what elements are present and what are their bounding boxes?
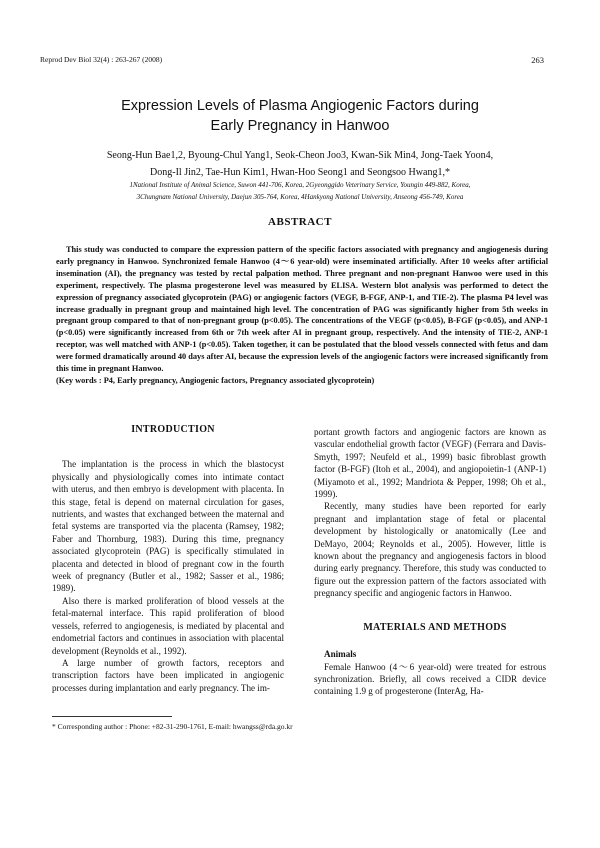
methods-paragraph-1: Female Hanwoo (4～6 year-old) were treated for estrous synchronization. Briefly, all cows received a CIDR device containing 1.9 g of progesterone (InterAg, Ha- xyxy=(314,661,546,697)
page-number: 263 xyxy=(531,55,544,65)
abstract-heading: ABSTRACT xyxy=(268,216,332,228)
animals-subheading: Animals xyxy=(324,649,357,660)
intro-paragraph-4: portant growth factors and angiogenic factors are known as vascular endothelial growth factor (VEGF) (Ferrara and Davis-Smyth, 1997; Neufeld et al., 1999) basic fibroblast growth factor (B-FGF) (Itoh et al., 2004), and angiopoietin-1 (ANP-1) (Miyamoto et al., 1992; Mandriota & Pepper, 1998; Oh et al., 1999). xyxy=(314,427,546,500)
author-list xyxy=(60,147,540,181)
right-column xyxy=(314,426,546,698)
authors-line-2: Dong-Il Jin2, Tae-Hun Kim1, Hwan-Hoo Seong1 and Seongsoo Hwang1,* xyxy=(150,167,450,178)
abstract-section xyxy=(56,244,548,387)
keywords: (Key words : P4, Early pregnancy, Angiogenic factors, Pregnancy associated glycoprotein) xyxy=(56,375,375,385)
title-line-1: Expression Levels of Plasma Angiogenic Factors during xyxy=(121,98,479,114)
intro-paragraph-1: The implantation is the process in which the blastocyst physically and physiologically comes into intimate contact with uterus, and then embryo is development with placenta. In this stage, fetal is depend on maternal circulation for gases, nutrients, and wastes that exchanged between the maternal and fetal systems are transported via the placenta (Ramsey, 1982; Faber and Thornburg, 1983). During this time, pregnancy associated glycoprotein (PAG) is specifically stimulated in placenta and detected in blood of pregnant cow in the fourth week of pregnancy (Butler et al., 1982; Sasser et al., 1986; 1989). xyxy=(52,459,284,594)
authors-line-1: Seong-Hun Bae1,2, Byoung-Chul Yang1, Seok-Cheon Joo3, Kwan-Sik Min4, Jong-Taek Yoon4, xyxy=(106,150,494,161)
left-column xyxy=(52,424,284,694)
title-line-2: Early Pregnancy in Hanwoo xyxy=(210,118,390,134)
affiliation-line-2: 3Chungnam National University, Daejun 305-764, Korea, 4Hankyong National University, Anseong 456-749, Korea xyxy=(136,192,464,201)
intro-paragraph-3: A large number of growth factors, receptors and transcription factors have been implicated in angiogenic processes during implantation and early pregnancy. The im- xyxy=(52,657,284,693)
methods-heading: MATERIALS AND METHODS xyxy=(363,621,507,633)
intro-paragraph-2: Also there is marked proliferation of blood vessels at the fetal-maternal interface. This rapid proliferation of blood vessels, referred to angiogenesis, is mediated by placental and endometrial factors and continues in association with placental development (Reynolds et al., 1992). xyxy=(52,595,284,656)
journal-citation: Reprod Dev Biol 32(4) : 263-267 (2008) xyxy=(40,55,163,64)
abstract-text: This study was conducted to compare the expression pattern of the specific factors associated with pregnancy and angiogenesis during early pregnancy in Hanwoo. Synchronized female Hanwoo (4～6 year-old) were inseminated artificially. After 10 weeks after artificial insemination (AI), the pregnancy was tested by rectal palpation method. Three pregnant and non-pregnant Hanwoo were used in this experiment, respectively. The plasma progesterone level was measured by ELISA. Western blot analysis was performed to detect the expression of pregnancy associated glycoprotein (PAG) or angiogenic factors (VEGF, B-FGF, ANP-1, and TIE-2). The plasma P4 level was increase gradually in pregnant group and maintained high level. The concentration of PAG was significantly higher from 5th weeks in pregnant group compared to that of non-pregnant group (p<0.05). The concentrations of the VEGF (p<0.05), B-FGF (p<0.05), and ANP-1 (p<0.05) were significantly increased from 6th or 7th week after AI in pregnant group, respectively. And the intensity of TIE-2, ANP-1 receptor, was well matched with ANP-1 (p<0.05). Taken together, it can be postulated that the blood vessels connected with fetus and dam were formed dramatically around 40 days after AI, because the expression levels of the angiogenic factors were increased significantly from this time in pregnant Hanwoo. xyxy=(56,245,548,374)
footnote-rule xyxy=(52,716,172,717)
introduction-heading: INTRODUCTION xyxy=(131,424,215,435)
affiliation-line-1: 1National Institute of Animal Science, Suwon 441-706, Korea, 2Gyeonggido Veterinary Service, Youngin 449-882, Korea, xyxy=(129,181,471,189)
affiliations xyxy=(40,180,560,203)
corresponding-author-footnote: * Corresponding author : Phone: +82-31-290-1761, E-mail: hwangss@rda.go.kr xyxy=(52,722,293,731)
intro-paragraph-5: Recently, many studies have been reported for early pregnant and implantation stage of fetal or placental development by histologically or anatomically (Lee and DeMayo, 2004; Reynolds et al., 2005). However, little is known about the pregnancy and angiogenesis factors in blood during early pregnancy. Therefore, this study was conducted to figure out the expression pattern of the factors associated with pregnancy specific and angiogenic factors in Hanwoo. xyxy=(314,501,546,599)
paper-title xyxy=(60,96,540,136)
